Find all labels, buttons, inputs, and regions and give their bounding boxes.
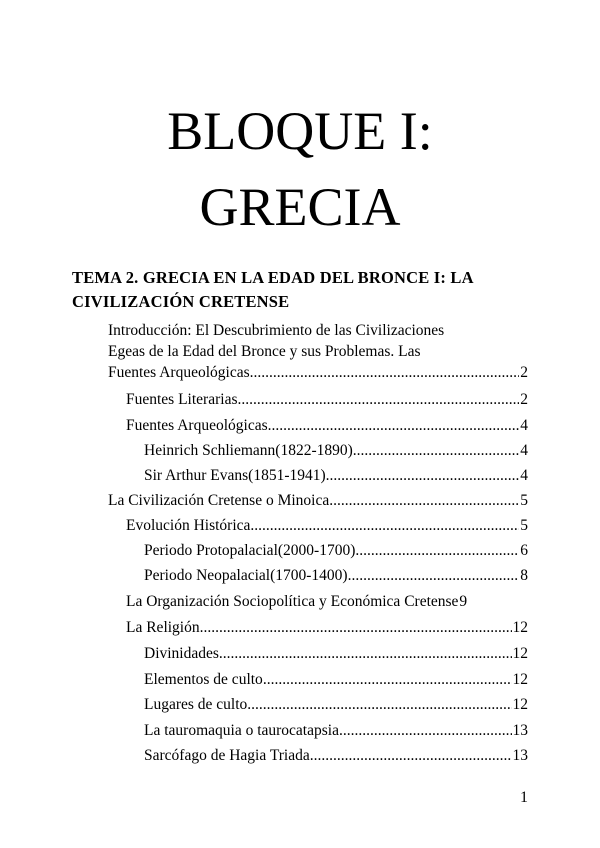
- toc-entry[interactable]: [144, 669, 528, 690]
- toc-entry[interactable]: [126, 515, 528, 536]
- toc-leader-dots: [268, 415, 520, 436]
- toc-entry[interactable]: [126, 415, 528, 436]
- toc-leader-dots: [339, 720, 512, 741]
- toc-entry-page: 12: [512, 619, 528, 636]
- toc-entry[interactable]: [144, 720, 528, 741]
- toc-entry[interactable]: [144, 745, 528, 766]
- toc-entry-page: 12: [512, 671, 528, 688]
- toc-leader-dots: [200, 617, 512, 638]
- toc-entry-page: 5: [520, 492, 528, 509]
- toc-entry-title: La Religión: [126, 619, 200, 636]
- toc-entry-title: La Organización Sociopolítica y Económica Cretense: [126, 593, 459, 610]
- page-number: 1: [520, 789, 528, 806]
- toc-entry-page: 2: [520, 391, 528, 408]
- toc-entry-title: La Civilización Cretense o Minoica: [108, 492, 330, 509]
- toc-entry-title: Periodo Protopalacial(2000-1700): [144, 542, 356, 559]
- toc-entry[interactable]: [144, 540, 528, 561]
- toc-intro-line1: Introducción: El Descubrimiento de las Civilizaciones: [108, 322, 445, 339]
- block-title-line2: GRECIA: [199, 177, 401, 237]
- toc-entry-page: 2: [520, 364, 528, 381]
- toc-entry-page: 4: [520, 417, 528, 434]
- toc-entry-page: 13: [512, 747, 528, 764]
- toc-entry-title: Fuentes Arqueológicas: [108, 364, 250, 381]
- toc-entry-title: Divinidades: [144, 645, 219, 662]
- toc-entry[interactable]: [144, 565, 528, 586]
- toc-entry-title: Elementos de culto: [144, 671, 263, 688]
- toc-entry-title: Evolución Histórica: [126, 517, 251, 534]
- toc-entry-title: Sir Arthur Evans(1851-1941): [144, 467, 326, 484]
- toc-intro-line2: Egeas de la Edad del Bronce y sus Problemas. Las: [108, 343, 421, 360]
- toc-leader-dots: [250, 362, 520, 383]
- toc-entry[interactable]: [144, 440, 528, 461]
- toc-leader-dots: [326, 465, 520, 486]
- toc-leader-dots: [237, 389, 519, 410]
- block-title-line1: BLOQUE I:: [167, 101, 433, 161]
- toc-entry[interactable]: [126, 389, 528, 410]
- toc-entry[interactable]: [144, 643, 528, 664]
- toc-leader-dots: [329, 490, 519, 511]
- toc-entry[interactable]: [144, 465, 528, 486]
- toc-entry-page: 12: [512, 645, 528, 662]
- toc-entry-title: Fuentes Literarias: [126, 391, 238, 408]
- toc-entry-page: 4: [520, 467, 528, 484]
- toc-leader-dots: [355, 540, 519, 561]
- toc-entry-page: 12: [512, 696, 528, 713]
- toc-leader-dots: [263, 669, 512, 690]
- toc-entry-title: Periodo Neopalacial(1700-1400): [144, 567, 348, 584]
- toc-entry[interactable]: [144, 694, 528, 715]
- toc-leader-dots: [348, 565, 520, 586]
- toc-entry-title: Fuentes Arqueológicas: [126, 417, 268, 434]
- toc-entry-title: Sarcófago de Hagia Triada: [144, 747, 310, 764]
- toc-entry-page: 9: [459, 593, 468, 610]
- toc-leader-dots: [353, 440, 519, 461]
- toc-entry-page: 4: [520, 442, 528, 459]
- tema-heading: TEMA 2. GRECIA EN LA EDAD DEL BRONCE I: LA CIVILIZACIÓN CRETENSE: [72, 268, 473, 311]
- toc-entry[interactable]: [108, 490, 528, 511]
- toc-leader-dots: [247, 694, 511, 715]
- toc-leader-dots: [250, 515, 519, 536]
- toc-entry-page: 5: [520, 517, 528, 534]
- toc-entry-title: Heinrich Schliemann(1822-1890): [144, 442, 353, 459]
- toc-entry[interactable]: [108, 362, 528, 383]
- toc-entry-page: 8: [520, 567, 528, 584]
- toc-leader-dots: [219, 643, 512, 664]
- toc-entry[interactable]: [126, 591, 528, 612]
- toc-leader-dots: [310, 745, 512, 766]
- toc-entry-title: Lugares de culto: [144, 696, 248, 713]
- toc-entry-page: 6: [520, 542, 528, 559]
- toc-entry-title: La tauromaquia o taurocatapsia: [144, 722, 339, 739]
- toc-entry[interactable]: [126, 617, 528, 638]
- toc-entry-page: 13: [512, 722, 528, 739]
